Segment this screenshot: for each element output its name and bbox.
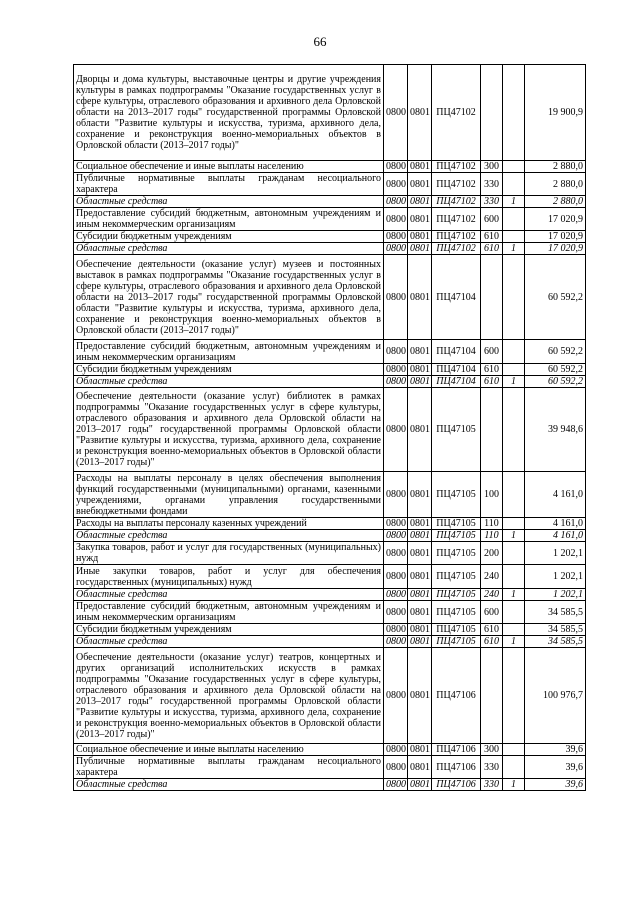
funding-source-code-cell (503, 255, 525, 340)
funding-source-code-cell (503, 173, 525, 196)
expense-type-code-cell: 240 (481, 565, 503, 589)
subsection-code-cell: 0801 (408, 589, 432, 601)
expense-type-code-cell: 600 (481, 340, 503, 364)
funding-source-code-cell (503, 388, 525, 472)
expense-type-code-cell (481, 388, 503, 472)
subsection-code-cell: 0801 (408, 255, 432, 340)
target-article-code-cell: ПЦ47105 (432, 388, 481, 472)
expense-description-cell: Обеспечение деятельности (оказание услуг) библиотек в рамках подпрограммы "Оказание государственных услуг в сфере культуры, отраслевого образования и архивного дела Орловской области на 2013–2017 годы" государственной программы Орловской области "Развитие культуры и искусства, туризма, архивного дела, сохранение и реконструкция военно-мемориальных объектов в Орловской области (2013–2017 годы)" (74, 388, 384, 472)
table-row (74, 243, 586, 255)
expense-type-code-cell: 610 (481, 624, 503, 636)
table-row (74, 624, 586, 636)
subsection-code-cell: 0801 (408, 340, 432, 364)
funding-source-code-cell: 1 (503, 636, 525, 648)
expense-description-cell: Расходы на выплаты персоналу в целях обеспечения выполнения функций государственными (муниципальными) органами, казенными учреждениями, органами управления государственными внебюджетными фондами (74, 472, 384, 518)
funding-source-code-cell (503, 518, 525, 530)
amount-cell: 60 592,2 (525, 255, 586, 340)
funding-source-code-cell (503, 624, 525, 636)
table-row (74, 208, 586, 231)
target-article-code-cell: ПЦ47102 (432, 231, 481, 243)
expense-type-code-cell: 610 (481, 231, 503, 243)
section-code-cell: 0800 (384, 756, 408, 779)
expense-type-code-cell: 330 (481, 756, 503, 779)
amount-cell: 60 592,2 (525, 340, 586, 364)
subsection-code-cell: 0801 (408, 530, 432, 542)
funding-source-code-cell (503, 756, 525, 779)
table-row (74, 231, 586, 243)
expense-type-code-cell: 300 (481, 744, 503, 756)
budget-table (73, 64, 586, 791)
expense-description-cell: Предоставление субсидий бюджетным, автономным учреждениям и иным некоммерческим организациям (74, 208, 384, 231)
expense-description-cell: Субсидии бюджетным учреждениям (74, 364, 384, 376)
subsection-code-cell: 0801 (408, 756, 432, 779)
expense-description-cell: Социальное обеспечение и иные выплаты населению (74, 161, 384, 173)
table-row (74, 388, 586, 472)
subsection-code-cell: 0801 (408, 243, 432, 255)
table-row (74, 636, 586, 648)
target-article-code-cell: ПЦ47102 (432, 65, 481, 161)
section-code-cell: 0800 (384, 388, 408, 472)
funding-source-code-cell (503, 744, 525, 756)
funding-source-code-cell (503, 208, 525, 231)
expense-type-code-cell: 600 (481, 208, 503, 231)
expense-type-code-cell: 610 (481, 636, 503, 648)
section-code-cell: 0800 (384, 636, 408, 648)
amount-cell: 2 880,0 (525, 196, 586, 208)
expense-type-code-cell: 200 (481, 542, 503, 565)
table-row (74, 376, 586, 388)
expense-type-code-cell: 330 (481, 196, 503, 208)
expense-description-cell: Обеспечение деятельности (оказание услуг) театров, концертных и других организаций исполнительских искусств в рамках подпрограммы "Оказание государственных услуг в сфере культуры, отраслевого образования и архивного дела Орловской области на 2013–2017 годы" государственной программы Орловской области "Развитие культуры и искусства, туризма, архивного дела, сохранение и реконструкция военно-мемориальных объектов в Орловской области (2013–2017 годы)" (74, 648, 384, 744)
funding-source-code-cell (503, 161, 525, 173)
expense-type-code-cell: 610 (481, 364, 503, 376)
expense-description-cell: Публичные нормативные выплаты гражданам несоциального характера (74, 756, 384, 779)
table-row (74, 340, 586, 364)
funding-source-code-cell (503, 648, 525, 744)
amount-cell: 17 020,9 (525, 208, 586, 231)
expense-description-cell: Дворцы и дома культуры, выставочные центры и другие учреждения культуры в рамках подпрограммы "Оказание государственных услуг в сфере культуры, отраслевого образования и архивного дела Орловской области на 2013–2017 годы" государственной программы Орловской области "Развитие культуры и искусства, туризма, архивного дела, сохранение и реконструкция военно-мемориальных объектов в Орловской области (2013–2017 годы)" (74, 65, 384, 161)
section-code-cell: 0800 (384, 648, 408, 744)
subsection-code-cell: 0801 (408, 648, 432, 744)
target-article-code-cell: ПЦ47102 (432, 208, 481, 231)
amount-cell: 39 948,6 (525, 388, 586, 472)
funding-source-code-cell: 1 (503, 243, 525, 255)
subsection-code-cell: 0801 (408, 388, 432, 472)
target-article-code-cell: ПЦ47105 (432, 542, 481, 565)
expense-description-cell: Предоставление субсидий бюджетным, автономным учреждениям и иным некоммерческим организациям (74, 601, 384, 624)
table-row (74, 530, 586, 542)
section-code-cell: 0800 (384, 65, 408, 161)
subsection-code-cell: 0801 (408, 472, 432, 518)
table-row (74, 601, 586, 624)
expense-description-cell: Областные средства (74, 530, 384, 542)
table-row (74, 565, 586, 589)
amount-cell: 4 161,0 (525, 530, 586, 542)
table-row (74, 518, 586, 530)
funding-source-code-cell (503, 340, 525, 364)
target-article-code-cell: ПЦ47106 (432, 648, 481, 744)
expense-type-code-cell (481, 648, 503, 744)
funding-source-code-cell: 1 (503, 589, 525, 601)
section-code-cell: 0800 (384, 565, 408, 589)
funding-source-code-cell (503, 601, 525, 624)
amount-cell: 100 976,7 (525, 648, 586, 744)
section-code-cell: 0800 (384, 255, 408, 340)
amount-cell: 39,6 (525, 756, 586, 779)
expense-type-code-cell (481, 65, 503, 161)
section-code-cell: 0800 (384, 542, 408, 565)
section-code-cell: 0800 (384, 231, 408, 243)
amount-cell: 17 020,9 (525, 231, 586, 243)
target-article-code-cell: ПЦ47105 (432, 530, 481, 542)
subsection-code-cell: 0801 (408, 173, 432, 196)
section-code-cell: 0800 (384, 208, 408, 231)
expense-type-code-cell: 100 (481, 472, 503, 518)
table-row (74, 161, 586, 173)
target-article-code-cell: ПЦ47106 (432, 779, 481, 791)
section-code-cell: 0800 (384, 589, 408, 601)
section-code-cell: 0800 (384, 340, 408, 364)
target-article-code-cell: ПЦ47102 (432, 173, 481, 196)
amount-cell: 1 202,1 (525, 542, 586, 565)
subsection-code-cell: 0801 (408, 161, 432, 173)
expense-description-cell: Расходы на выплаты персоналу казенных учреждений (74, 518, 384, 530)
section-code-cell: 0800 (384, 744, 408, 756)
page-number: 66 (313, 34, 327, 49)
section-code-cell: 0800 (384, 196, 408, 208)
expense-type-code-cell: 330 (481, 779, 503, 791)
funding-source-code-cell (503, 472, 525, 518)
target-article-code-cell: ПЦ47102 (432, 161, 481, 173)
amount-cell: 60 592,2 (525, 376, 586, 388)
target-article-code-cell: ПЦ47102 (432, 243, 481, 255)
expense-description-cell: Публичные нормативные выплаты гражданам несоциального характера (74, 173, 384, 196)
expense-description-cell: Обеспечение деятельности (оказание услуг) музеев и постоянных выставок в рамках подпрограммы "Оказание государственных услуг в сфере культуры, отраслевого образования и архивного дела Орловской области на 2013–2017 годы" государственной программы Орловской области "Развитие культуры и искусства, туризма, архивного дела, сохранение и реконструкция военно-мемориальных объектов в Орловской области (2013–2017 годы)" (74, 255, 384, 340)
expense-description-cell: Предоставление субсидий бюджетным, автономным учреждениям и иным некоммерческим организациям (74, 340, 384, 364)
expense-description-cell: Областные средства (74, 243, 384, 255)
expense-description-cell: Областные средства (74, 636, 384, 648)
expense-description-cell: Закупка товаров, работ и услуг для государственных (муниципальных) нужд (74, 542, 384, 565)
amount-cell: 34 585,5 (525, 624, 586, 636)
expense-type-code-cell: 110 (481, 518, 503, 530)
table-row (74, 744, 586, 756)
expense-type-code-cell: 600 (481, 601, 503, 624)
target-article-code-cell: ПЦ47104 (432, 364, 481, 376)
expense-description-cell: Субсидии бюджетным учреждениям (74, 624, 384, 636)
section-code-cell: 0800 (384, 601, 408, 624)
expense-type-code-cell: 300 (481, 161, 503, 173)
expense-description-cell: Областные средства (74, 589, 384, 601)
subsection-code-cell: 0801 (408, 601, 432, 624)
subsection-code-cell: 0801 (408, 542, 432, 565)
section-code-cell: 0800 (384, 779, 408, 791)
section-code-cell: 0800 (384, 243, 408, 255)
expense-description-cell: Областные средства (74, 376, 384, 388)
section-code-cell: 0800 (384, 364, 408, 376)
table-row (74, 648, 586, 744)
subsection-code-cell: 0801 (408, 624, 432, 636)
section-code-cell: 0800 (384, 530, 408, 542)
section-code-cell: 0800 (384, 624, 408, 636)
target-article-code-cell: ПЦ47102 (432, 196, 481, 208)
section-code-cell: 0800 (384, 518, 408, 530)
table-row (74, 255, 586, 340)
target-article-code-cell: ПЦ47105 (432, 601, 481, 624)
amount-cell: 60 592,2 (525, 364, 586, 376)
expense-description-cell: Субсидии бюджетным учреждениям (74, 231, 384, 243)
funding-source-code-cell (503, 565, 525, 589)
expense-type-code-cell: 240 (481, 589, 503, 601)
table-row (74, 542, 586, 565)
amount-cell: 4 161,0 (525, 518, 586, 530)
funding-source-code-cell (503, 65, 525, 161)
amount-cell: 1 202,1 (525, 565, 586, 589)
section-code-cell: 0800 (384, 376, 408, 388)
subsection-code-cell: 0801 (408, 196, 432, 208)
subsection-code-cell: 0801 (408, 376, 432, 388)
target-article-code-cell: ПЦ47104 (432, 255, 481, 340)
amount-cell: 4 161,0 (525, 472, 586, 518)
target-article-code-cell: ПЦ47105 (432, 636, 481, 648)
table-row (74, 779, 586, 791)
target-article-code-cell: ПЦ47105 (432, 589, 481, 601)
expense-type-code-cell: 610 (481, 376, 503, 388)
table-row (74, 65, 586, 161)
amount-cell: 2 880,0 (525, 161, 586, 173)
subsection-code-cell: 0801 (408, 208, 432, 231)
target-article-code-cell: ПЦ47105 (432, 565, 481, 589)
amount-cell: 17 020,9 (525, 243, 586, 255)
expense-type-code-cell: 610 (481, 243, 503, 255)
expense-description-cell: Иные закупки товаров, работ и услуг для обеспечения государственных (муниципальных) нужд (74, 565, 384, 589)
target-article-code-cell: ПЦ47106 (432, 744, 481, 756)
target-article-code-cell: ПЦ47105 (432, 518, 481, 530)
section-code-cell: 0800 (384, 472, 408, 518)
subsection-code-cell: 0801 (408, 364, 432, 376)
target-article-code-cell: ПЦ47105 (432, 624, 481, 636)
table-row (74, 472, 586, 518)
table-row (74, 196, 586, 208)
target-article-code-cell: ПЦ47104 (432, 340, 481, 364)
subsection-code-cell: 0801 (408, 744, 432, 756)
expense-type-code-cell (481, 255, 503, 340)
funding-source-code-cell: 1 (503, 779, 525, 791)
table-row (74, 589, 586, 601)
amount-cell: 2 880,0 (525, 173, 586, 196)
funding-source-code-cell (503, 542, 525, 565)
section-code-cell: 0800 (384, 173, 408, 196)
expense-type-code-cell: 110 (481, 530, 503, 542)
amount-cell: 34 585,5 (525, 601, 586, 624)
expense-description-cell: Областные средства (74, 779, 384, 791)
expense-description-cell: Социальное обеспечение и иные выплаты населению (74, 744, 384, 756)
subsection-code-cell: 0801 (408, 565, 432, 589)
funding-source-code-cell (503, 231, 525, 243)
subsection-code-cell: 0801 (408, 65, 432, 161)
amount-cell: 1 202,1 (525, 589, 586, 601)
subsection-code-cell: 0801 (408, 231, 432, 243)
table-row (74, 364, 586, 376)
expense-description-cell: Областные средства (74, 196, 384, 208)
funding-source-code-cell: 1 (503, 376, 525, 388)
subsection-code-cell: 0801 (408, 779, 432, 791)
target-article-code-cell: ПЦ47105 (432, 472, 481, 518)
amount-cell: 34 585,5 (525, 636, 586, 648)
funding-source-code-cell: 1 (503, 530, 525, 542)
amount-cell: 19 900,9 (525, 65, 586, 161)
target-article-code-cell: ПЦ47106 (432, 756, 481, 779)
amount-cell: 39,6 (525, 744, 586, 756)
subsection-code-cell: 0801 (408, 518, 432, 530)
table-row (74, 756, 586, 779)
target-article-code-cell: ПЦ47104 (432, 376, 481, 388)
funding-source-code-cell: 1 (503, 196, 525, 208)
section-code-cell: 0800 (384, 161, 408, 173)
funding-source-code-cell (503, 364, 525, 376)
expense-type-code-cell: 330 (481, 173, 503, 196)
amount-cell: 39,6 (525, 779, 586, 791)
table-row (74, 173, 586, 196)
subsection-code-cell: 0801 (408, 636, 432, 648)
